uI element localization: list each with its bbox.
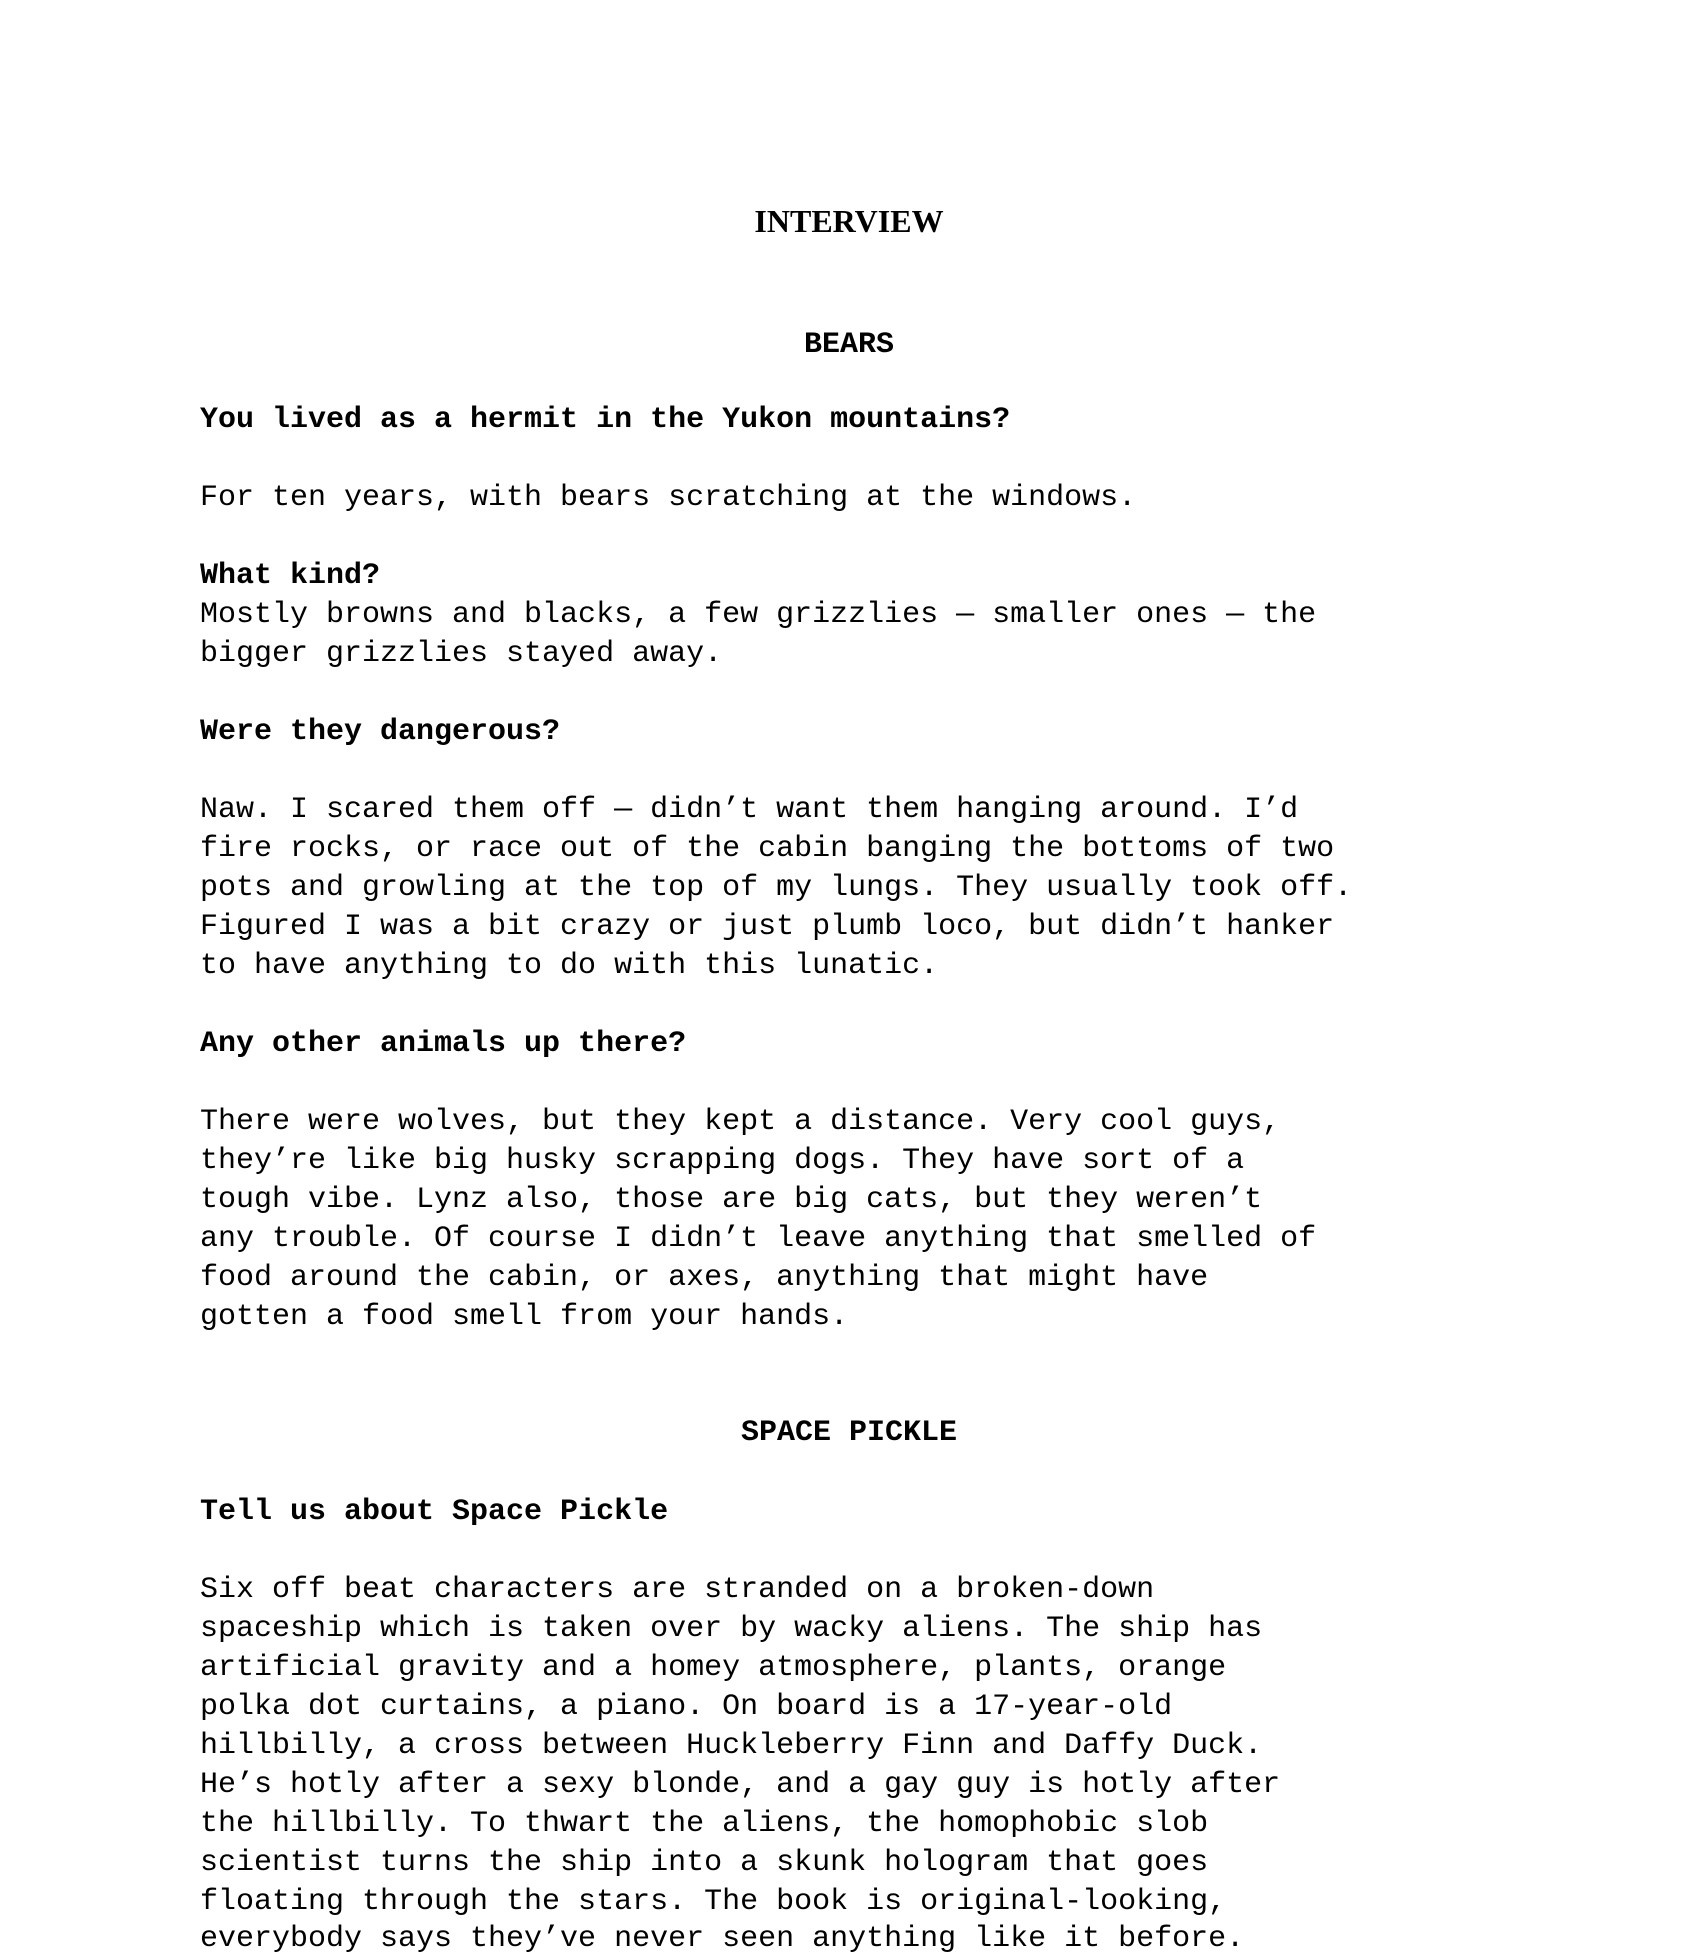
question: Were they dangerous?: [200, 715, 561, 749]
question: What kind?: [200, 559, 381, 593]
section-heading-bears: BEARS: [803, 328, 894, 362]
answer-line: Mostly browns and blacks, a few grizzlies — smaller ones — the: [200, 598, 1317, 632]
answer-line: For ten years, with bears scratching at the windows.: [200, 481, 1137, 515]
answer-line: gotten a food smell from your hands.: [200, 1300, 849, 1334]
document-title: INTERVIEW: [754, 203, 944, 239]
answer-line: Naw. I scared them off — didn’t want them hanging around. I’d: [200, 793, 1299, 827]
section-heading-space-pickle: SPACE PICKLE: [740, 1416, 958, 1450]
answer-line: they’re like big husky scrapping dogs. They have sort of a: [200, 1144, 1245, 1178]
question: Any other animals up there?: [200, 1027, 687, 1061]
answer-line: the hillbilly. To thwart the aliens, the homophobic slob: [200, 1807, 1209, 1841]
answer-line: pots and growling at the top of my lungs. They usually took off.: [200, 871, 1353, 905]
answer-line: Figured I was a bit crazy or just plumb loco, but didn’t hanker: [200, 910, 1335, 944]
answer-line: polka dot curtains, a piano. On board is a 17-year-old: [200, 1690, 1173, 1724]
answer-line: spaceship which is taken over by wacky aliens. The ship has: [200, 1612, 1263, 1646]
answer-line: to have anything to do with this lunatic.: [200, 949, 939, 983]
answer-line: bigger grizzlies stayed away.: [200, 637, 723, 671]
answer-line: scientist turns the ship into a skunk hologram that goes: [200, 1846, 1209, 1880]
answer-line: fire rocks, or race out of the cabin banging the bottoms of two: [200, 832, 1335, 866]
answer-line: floating through the stars. The book is original-looking,: [200, 1885, 1227, 1919]
answer-line: artificial gravity and a homey atmosphere, plants, orange: [200, 1651, 1227, 1685]
answer-line: There were wolves, but they kept a distance. Very cool guys,: [200, 1105, 1281, 1139]
answer-line: hillbilly, a cross between Huckleberry Finn and Daffy Duck.: [200, 1729, 1263, 1763]
answer-line: tough vibe. Lynz also, those are big cats, but they weren’t: [200, 1183, 1263, 1217]
answer-line: everybody says they’ve never seen anything like it before.: [200, 1922, 1245, 1956]
question: You lived as a hermit in the Yukon mountains?: [200, 403, 1011, 437]
answer-line: any trouble. Of course I didn’t leave anything that smelled of: [200, 1222, 1317, 1256]
answer-line: Six off beat characters are stranded on a broken-down: [200, 1573, 1155, 1607]
question: Tell us about Space Pickle: [200, 1495, 669, 1529]
answer-line: food around the cabin, or axes, anything that might have: [200, 1261, 1209, 1295]
answer-line: He’s hotly after a sexy blonde, and a gay guy is hotly after: [200, 1768, 1281, 1802]
